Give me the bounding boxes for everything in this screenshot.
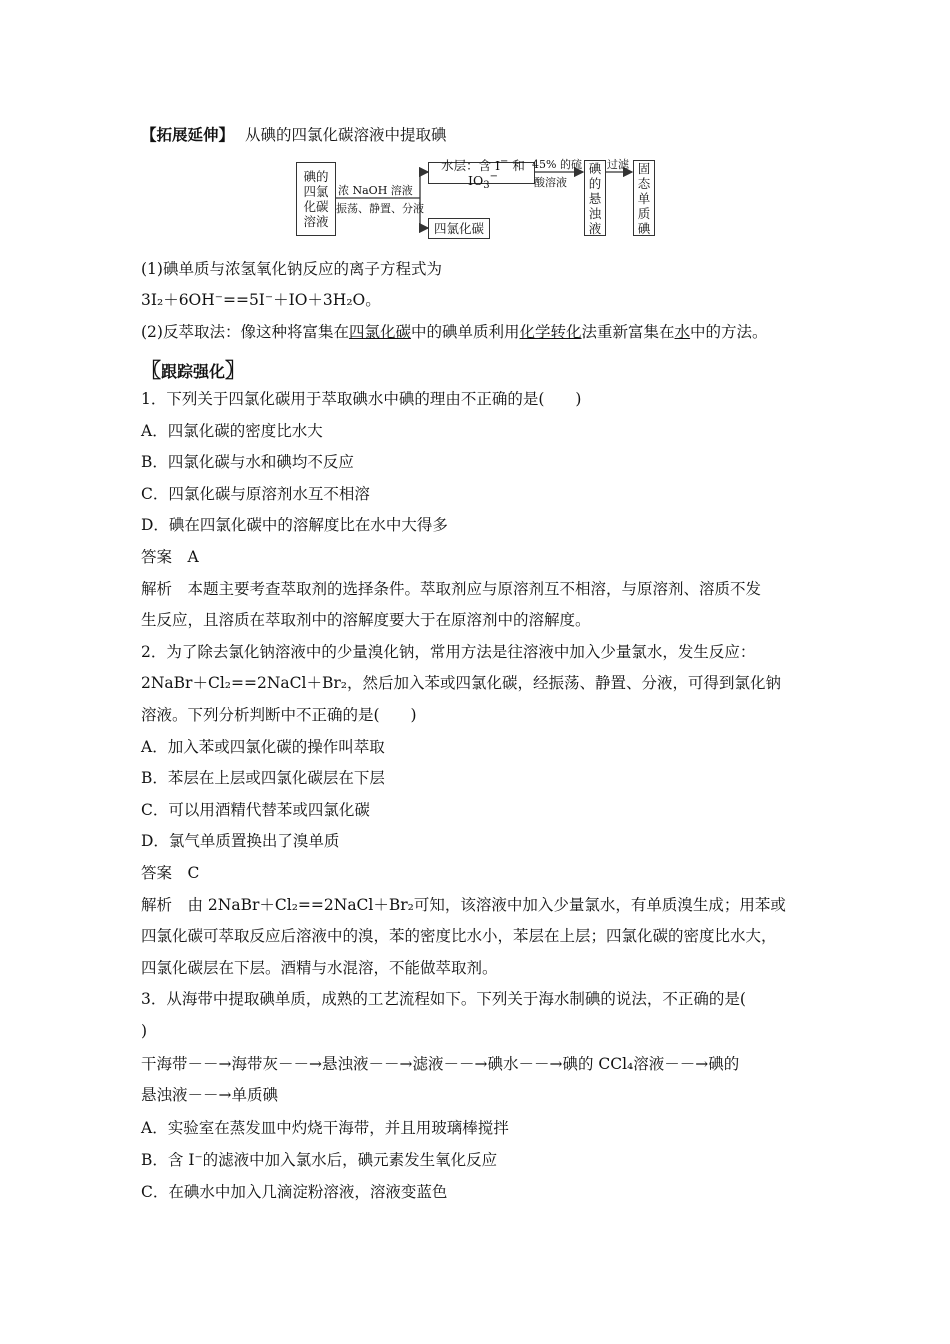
flow-acid-label-top: 45% 的硫 (532, 158, 582, 171)
q2-explanation-3: 四氯化碳层在下层。酒精与水混溶，不能做萃取剂。 (141, 959, 498, 977)
q3-flow-1: 干海带－－→海带灰－－→悬浊液－－→滤液－－→碘水－－→碘的 CCl₄溶液－－→碘的 (141, 1055, 740, 1073)
q2-stem-3: 溶液。下列分析判断中不正确的是( ) (141, 706, 417, 724)
q1-option-c: C．四氯化碳与原溶剂水互不相溶 (141, 485, 370, 503)
q1-explanation-2: 生反应，且溶质在萃取剂中的溶解度要大于在原溶剂中的溶解度。 (141, 611, 591, 629)
p2-underline-chem: 化学转化 (519, 323, 582, 341)
extension-tag: 【拓展延伸】 (141, 125, 235, 144)
p2-part-d: 中的方法。 (690, 323, 768, 341)
water-layer-mid: 和 IO (468, 158, 525, 188)
section-bracket-right: 〗 (225, 358, 246, 382)
section-bracket-left: 〖 (141, 358, 161, 382)
q1-explanation-1: 解析 本题主要考查萃取剂的选择条件。萃取剂应与原溶剂互不相溶，与原溶剂、溶质不发 (141, 580, 762, 598)
section-title: 跟踪强化 (161, 362, 226, 381)
iodine-extraction-flow-diagram (0, 0, 950, 250)
q1-option-a: A．四氯化碳的密度比水大 (141, 422, 323, 440)
q2-stem-1: 2．为了除去氯化钠溶液中的少量溴化钠，常用方法是往溶液中加入少量氯水，发生反应： (141, 643, 756, 661)
flow-arrows (0, 0, 950, 250)
q3-option-b: B．含 I⁻的滤液中加入氯水后，碘元素发生氧化反应 (141, 1151, 498, 1169)
flow-ccl4-box (428, 218, 490, 239)
section-header (141, 354, 245, 383)
flow-ccl4-text: 四氯化碳 (433, 221, 484, 236)
q1-option-d: D．碘在四氯化碳中的溶解度比在水中大得多 (141, 516, 448, 534)
p2-part-b: 中的碘单质利用 (410, 323, 520, 341)
extension-title: 从碘的四氯化碳溶液中提取碘 (244, 126, 447, 144)
q3-stem-1: 3．从海带中提取碘单质，成熟的工艺流程如下。下列关于海水制碘的说法，不正确的是( (141, 990, 746, 1008)
extension-p1: (1)碘单质与浓氢氧化钠反应的离子方程式为 (141, 260, 442, 278)
p2-part-a: (2)反萃取法：像这种将富集在 (141, 323, 349, 341)
q3-option-a: A．实验室在蒸发皿中灼烧干海带，并且用玻璃棒搅拌 (141, 1119, 509, 1137)
q1-answer: 答案 A (141, 548, 199, 566)
flow-solid-box (633, 160, 655, 236)
q2-answer: 答案 C (141, 864, 200, 882)
q3-stem-2: ) (141, 1022, 148, 1040)
q1-stem: 1．下列关于四氯化碳用于萃取碘水中碘的理由不正确的是( ) (141, 390, 582, 408)
flow-start-box (296, 162, 336, 236)
flow-suspension-box (584, 160, 606, 236)
flow-start-text: 碘的四氯化碳溶液 (303, 169, 329, 229)
flow-step1-label-bottom: 振荡、静置、分液 (336, 202, 424, 215)
p2-part-c: 法重新富集在 (581, 323, 675, 341)
p2-underline-ccl4: 四氯化碳 (348, 323, 411, 341)
q2-stem-2: 2NaBr＋Cl₂==2NaCl＋Br₂，然后加入苯或四氯化碳，经振荡、静置、分液，可得到氯化钠 (141, 674, 781, 692)
q2-explanation-1: 解析 由 2NaBr＋Cl₂==2NaCl＋Br₂可知，该溶液中加入少量氯水，有单质溴生成；用苯或 (141, 896, 786, 914)
flow-water-layer-box (428, 156, 535, 191)
p2-underline-water: 水 (674, 323, 691, 341)
q2-explanation-2: 四氯化碳可萃取反应后溶液中的溴，苯的密度比水小，苯层在上层；四氯化碳的密度比水大， (141, 927, 777, 945)
flow-water-layer-text: 水层：含 I− 和 $IO_3^-$ (441, 156, 525, 191)
flow-acid-label-bottom: 酸溶液 (534, 176, 567, 189)
water-layer-prefix: 水层：含 I (441, 158, 501, 173)
q1-option-b: B．四氯化碳与水和碘均不反应 (141, 453, 354, 471)
q2-option-d: D．氯气单质置换出了溴单质 (141, 832, 340, 850)
q3-flow-2: 悬浊液－－→单质碘 (141, 1086, 278, 1104)
q2-option-c: C．可以用酒精代替苯或四氯化碳 (141, 801, 370, 819)
flow-suspension-text: 碘的悬浊液 (588, 160, 602, 236)
q3-option-c: C．在碘水中加入几滴淀粉溶液，溶液变蓝色 (141, 1183, 448, 1201)
flow-step1-label-top: 浓 NaOH 溶液 (338, 184, 413, 197)
q2-option-b: B．苯层在上层或四氯化碳层在下层 (141, 769, 385, 787)
q2-option-a: A．加入苯或四氯化碳的操作叫萃取 (141, 738, 385, 756)
extension-p2 (141, 322, 768, 342)
flow-solid-text: 固态单质碘 (637, 160, 651, 236)
flow-filter-label: 过滤 (607, 158, 629, 171)
extension-equation: 3I₂＋6OH⁻==5I⁻＋IO＋3H₂O。 (141, 291, 381, 309)
